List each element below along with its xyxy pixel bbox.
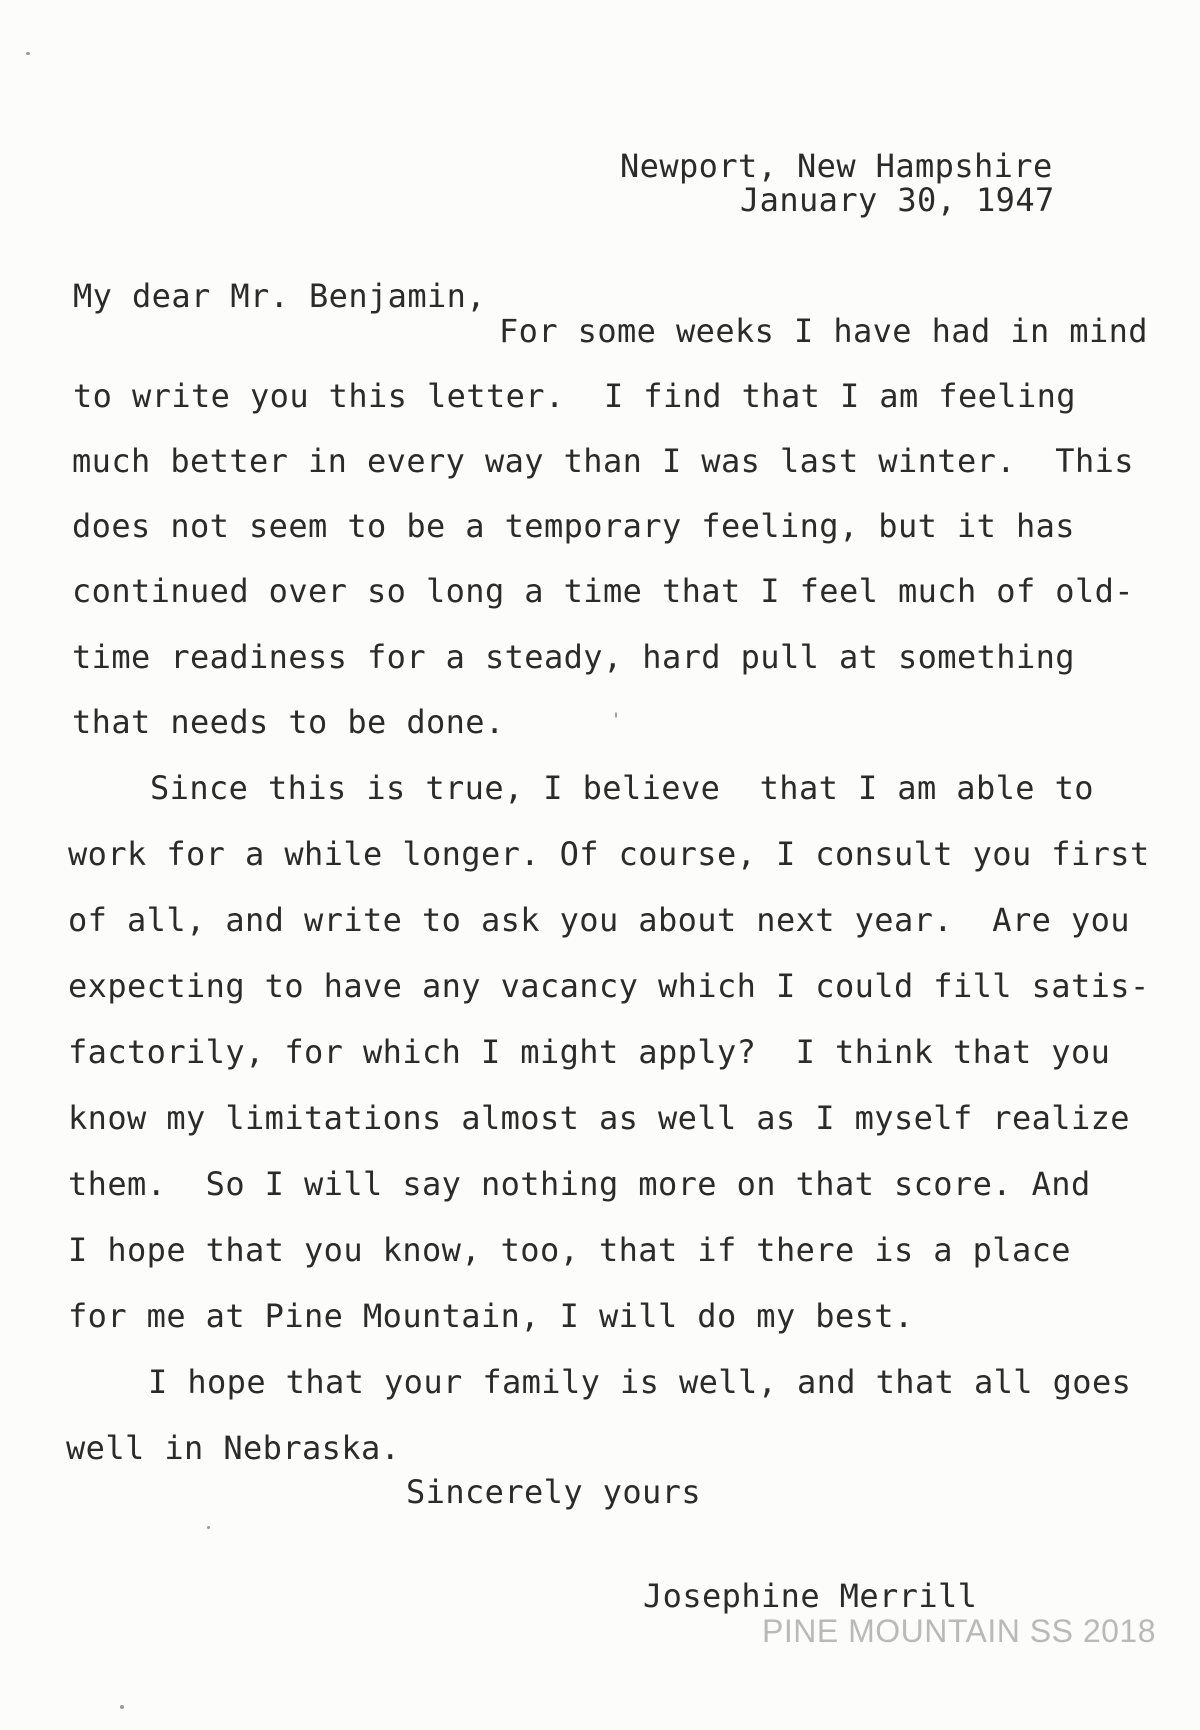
paper-speck [120,1705,124,1709]
letter-body-line: For some weeks I have had in mind [499,312,1148,350]
letter-body-line: does not seem to be a temporary feeling, but it has [72,507,1075,545]
letter-place: Newport, New Hampshire [620,147,1053,185]
letter-body-line: continued over so long a time that I feel much of old- [72,572,1134,610]
paper-speck [26,52,30,55]
watermark: PINE MOUNTAIN SS 2018 [762,1613,1157,1649]
letter-body-line: them. So I will say nothing more on that score. And [68,1165,1091,1203]
letter-body-line: to write you this letter. I find that I am feeling [73,377,1076,415]
letter-salutation: My dear Mr. Benjamin, [73,277,486,315]
letter-body-line: that needs to be done. [72,703,505,741]
letter-body-line: work for a while longer. Of course, I consult you first [68,835,1150,873]
letter-body-line: factorily, for which I might apply? I think that you [68,1033,1111,1071]
letter-body-line: I hope that you know, too, that if there is a place [68,1231,1071,1269]
letter-body-line: I hope that your family is well, and that all goes [148,1363,1132,1401]
letter-body-line: Since this is true, I believe that I am able to [150,769,1094,807]
letter-body-line: well in Nebraska. [66,1429,401,1467]
letter-body-line: of all, and write to ask you about next year. Are you [68,901,1130,939]
letter-body-line: expecting to have any vacancy which I could fill satis- [68,967,1150,1005]
paper-speck [207,1526,210,1529]
paper-speck [615,712,617,718]
letter-body-line: much better in every way than I was last winter. This [72,442,1134,480]
letter-date: January 30, 1947 [740,181,1055,219]
letter-body-line: know my limitations almost as well as I myself realize [68,1099,1130,1137]
letter-body-line: time readiness for a steady, hard pull at something [72,638,1075,676]
letter-closing: Sincerely yours [406,1473,701,1511]
letter-signature: Josephine Merrill [643,1577,978,1615]
letter-body-line: for me at Pine Mountain, I will do my best. [68,1297,914,1335]
